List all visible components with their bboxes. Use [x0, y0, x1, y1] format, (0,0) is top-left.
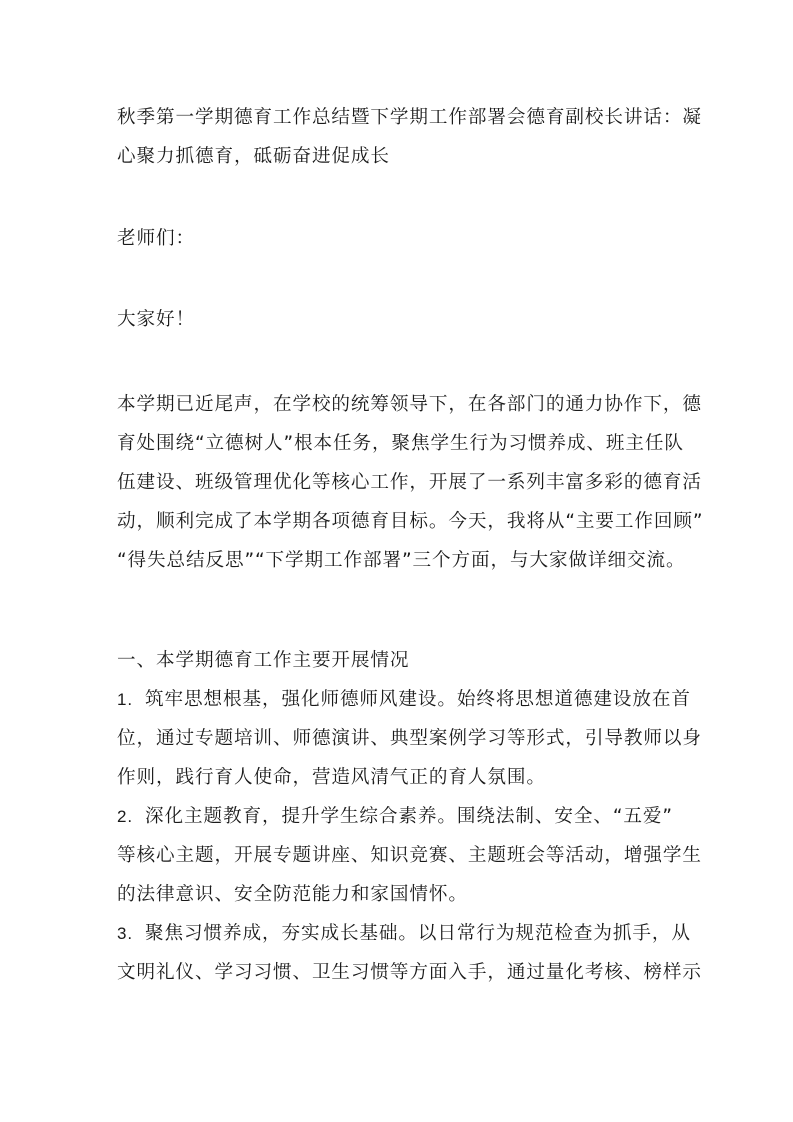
list-item-3-line-2: 文明礼仪、学习习惯、卫生习惯等方面入手，通过量化考核、榜样示 — [117, 962, 702, 983]
intro-line-5: “得失总结反思”“下学期工作部署”三个方面，与大家做详细交流。 — [117, 550, 686, 571]
greeting: 大家好！ — [117, 309, 195, 330]
list-item-number: 3. — [117, 924, 133, 943]
document-title-line-1: 秋季第一学期德育工作总结暨下学期工作部署会德育副校长讲话：凝 — [117, 107, 702, 128]
document-title-line-2: 心聚力抓德育，砥砺奋进促成长 — [117, 146, 390, 167]
intro-line-3: 伍建设、班级管理优化等核心工作，开展了一系列丰富多彩的德育活 — [117, 472, 702, 493]
section-heading: 一、本学期德育工作主要开展情况 — [117, 650, 410, 671]
list-item-2-line-1: 2. 深化主题教育，提升学生综合素养。围绕法制、安全、“五爱” — [117, 806, 673, 827]
list-item-1-line-1: 1. 筑牢思想根基，强化师德师风建设。始终将思想道德建设放在首 — [117, 689, 691, 710]
list-item-1-line-2: 位，通过专题培训、师德演讲、典型案例学习等形式，引导教师以身 — [117, 728, 702, 749]
list-item-1-line-3: 作则，践行育人使命，营造风清气正的育人氛围。 — [117, 767, 546, 788]
list-item-number: 2. — [117, 807, 133, 826]
list-item-number: 1. — [117, 690, 133, 709]
list-item-2-line-2: 等核心主题，开展专题讲座、知识竞赛、主题班会等活动，增强学生 — [117, 845, 702, 866]
list-item-3-line-1: 3. 聚焦习惯养成，夯实成长基础。以日常行为规范检查为抓手，从 — [117, 923, 691, 944]
intro-line-2: 育处围绕“立德树人”根本任务，聚焦学生行为习惯养成、班主任队 — [117, 433, 684, 454]
intro-line-4: 动，顺利完成了本学期各项德育目标。今天，我将从“主要工作回顾” — [117, 511, 704, 532]
intro-line-1: 本学期已近尾声，在学校的统筹领导下，在各部门的通力协作下，德 — [117, 394, 702, 415]
salutation: 老师们： — [117, 228, 195, 249]
list-item-2-line-3: 的法律意识、安全防范能力和家国情怀。 — [117, 884, 468, 905]
